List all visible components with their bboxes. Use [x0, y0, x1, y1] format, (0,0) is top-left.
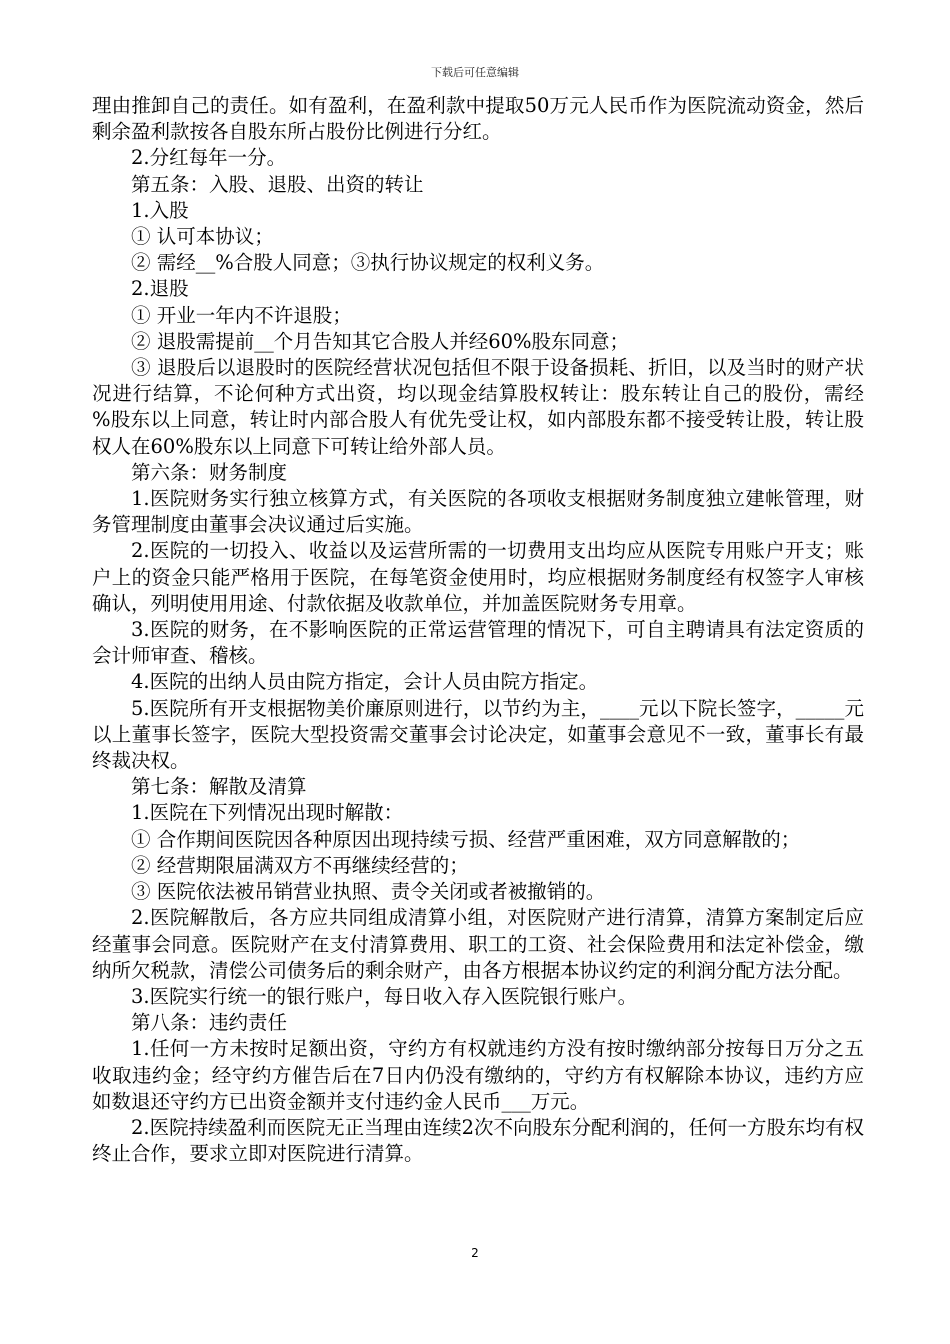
paragraph: 5.医院所有开支根据物美价廉原则进行，以节约为主，____元以下院长签字，_____元以上董事长签字，医院大型投资需交董事会讨论决定，如董事会意见不一致，董事长有最终裁决权。 [92, 696, 864, 773]
paragraph: ② 需经__%合股人同意；③执行协议规定的权利义务。 [131, 251, 605, 275]
paragraph: 2.医院解散后，各方应共同组成清算小组，对医院财产进行清算，清算方案制定后应经董事会同意。医院财产在支付清算费用、职工的工资、社会保险费用和法定补偿金，缴纳所欠税款，清偿公司债务后的剩余财产，由各方根据本协议约定的利润分配方法分配。 [92, 906, 864, 982]
paragraph: 1.任何一方未按时足额出资，守约方有权就违约方没有按时缴纳部分按每日万分之五收取违约金；经守约方催告后在7日内仍没有缴纳的，守约方有权解除本协议，违约方应如数退还守约方已出资金额并支付违约金人民币___万元。 [92, 1037, 864, 1113]
paragraph: 第五条：入股、退股、出资的转让 [131, 172, 424, 196]
paragraph: 第七条：解散及清算 [131, 775, 307, 799]
paragraph: 4.医院的出纳人员由院方指定，会计人员由院方指定。 [131, 670, 599, 694]
paragraph: 2.退股 [131, 277, 189, 301]
paragraph: 3.医院的财务，在不影响医院的正常运营管理的情况下，可自主聘请具有法定资质的会计师审查、稽核。 [92, 618, 864, 668]
paragraph: 1.医院在下列情况出现时解散： [131, 801, 404, 825]
paragraph: 理由推卸自己的责任。如有盈利，在盈利款中提取50万元人民币作为医院流动资金，然后剩余盈利款按各自股东所占股份比例进行分红。 [92, 94, 864, 144]
paragraph: ② 退股需提前__个月告知其它合股人并经60%股东同意； [131, 329, 630, 353]
paragraph: ① 开业一年内不许退股； [131, 303, 352, 327]
paragraph: ③ 退股后以退股时的医院经营状况包括但不限于设备损耗、折旧，以及当时的财产状况进行结算，不论何种方式出资，均以现金结算股权转让：股东转让自己的股份，需经 %股东以上同意，转让时内部合股人有优先受让权，如内部股东都不接受转让股，转让股权人在60%股东以上同意下可转让给外部人员。 [92, 356, 884, 458]
paragraph: ② 经营期限届满双方不再继续经营的； [131, 853, 469, 877]
paragraph: 第六条：财务制度 [131, 460, 288, 484]
paragraph: 1.医院财务实行独立核算方式，有关医院的各项收支根据财务制度独立建帐管理，财务管理制度由董事会决议通过后实施。 [92, 487, 864, 537]
page-header: 下载后可任意编辑 [431, 66, 519, 79]
paragraph: ① 认可本协议； [131, 225, 274, 249]
paragraph: ③ 医院依法被吊销营业执照、责令关闭或者被撤销的。 [131, 880, 606, 904]
paragraph: 第八条：违约责任 [131, 1011, 288, 1035]
paragraph: 2.分红每年一分。 [131, 146, 287, 170]
paragraph: ① 合作期间医院因各种原因出现持续亏损、经营严重困难，双方同意解散的； [131, 827, 801, 851]
paragraph: 2.医院持续盈利而医院无正当理由连续2次不向股东分配利润的，任何一方股东均有权终止合作，要求立即对医院进行清算。 [92, 1115, 865, 1166]
document-body [92, 93, 884, 1167]
paragraph: 3.医院实行统一的银行账户，每日收入存入医院银行账户。 [131, 984, 638, 1008]
page-number: 2 [471, 1246, 479, 1260]
paragraph: 2.医院的一切投入、收益以及运营所需的一切费用支出均应从医院专用账户开支；账户上的资金只能严格用于医院，在每笔资金使用时，均应根据财务制度经有权签字人审核确认，列明使用用途、付款依据及收款单位，并加盖医院财务专用章。 [92, 539, 864, 615]
paragraph: 1.入股 [131, 198, 189, 222]
